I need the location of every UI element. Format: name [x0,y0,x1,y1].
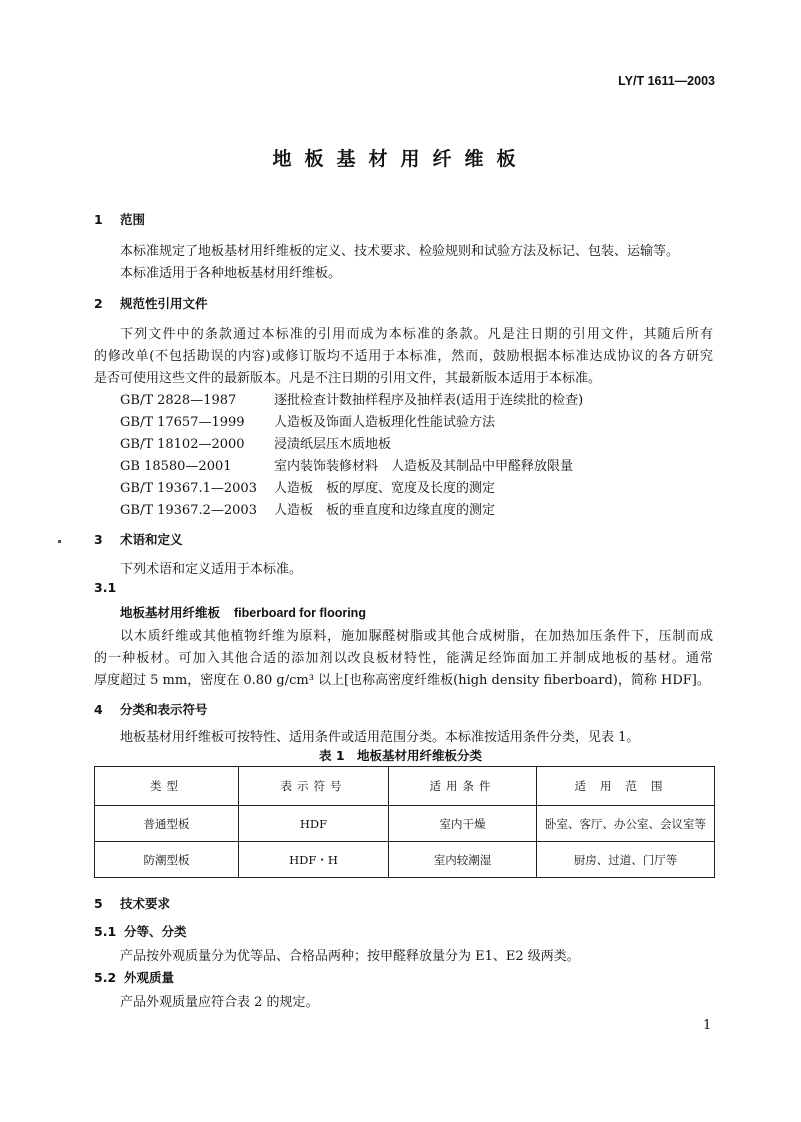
table-cell: 防潮型板 [95,842,239,878]
subsection-5-2-heading [94,968,174,986]
scan-mark [58,540,61,543]
section-title: 术语和定义 [120,532,183,547]
reference-number: GB/T 2828—1987 [120,393,237,408]
paragraph-line: 的一种板材。可加入其他合适的添加剂以改良板材特性，能满足经饰面加工并制成地板的基材。通常 [94,651,713,666]
table-header-cell: 表示符号 [239,767,389,806]
standard-code: LY/T 1611—2003 [618,74,715,88]
paragraph: 下列术语和定义适用于本标准。 [120,562,303,577]
paragraph: 产品外观质量应符合表 2 的规定。 [120,995,319,1010]
reference-title: 人造板及饰面人造板理化性能试验方法 [274,415,496,430]
reference-item [120,499,495,518]
section-number: 3 [94,532,103,547]
paragraph: 本标准适用于各种地板基材用纤维板。 [120,266,342,281]
paragraph-line: 以木质纤维或其他植物纤维为原料，施加脲醛树脂或其他合成树脂，在加热加压条件下，压制而成 [120,629,713,644]
table-caption: 表 1 地板基材用纤维板分类 [318,748,483,763]
reference-number: GB/T 17657—1999 [120,415,245,430]
reference-title: 人造板 板的厚度、宽度及长度的测定 [274,481,496,496]
reference-item [120,455,573,474]
subsection-title: 外观质量 [124,970,175,985]
section-title: 规范性引用文件 [120,296,208,311]
subsection-number: 3.1 [94,580,117,595]
reference-item [120,389,583,408]
reference-number: GB/T 19367.1—2003 [120,481,257,496]
table-cell: 卧室、客厅、办公室、会议室等 [537,806,715,842]
table-row [95,842,715,878]
paragraph-line: 是否可使用这些文件的最新版本。凡是不注日期的引用文件，其最新版本适用于本标准。 [94,371,602,386]
subsection-number: 5.1 [94,924,117,939]
reference-number: GB 18580—2001 [120,459,232,474]
table-cell: 普通型板 [95,806,239,842]
table-header-row [95,767,715,806]
table-header-cell: 适用范围 [537,767,715,806]
table-cell: HDF・H [239,842,389,878]
section-number: 5 [94,896,103,911]
reference-title: 逐批检查计数抽样程序及抽样表(适用于连续批的检查) [274,393,584,408]
table-cell: 室内干燥 [389,806,537,842]
subsection-5-1-heading [94,922,187,940]
paragraph: 产品按外观质量分为优等品、合格品两种；按甲醛释放量分为 E1、E2 级两类。 [120,949,580,964]
section-1-heading [94,210,145,228]
paragraph-line: 下列文件中的条款通过本标准的引用而成为本标准的条款。凡是注日期的引用文件，其随后所有 [120,327,713,342]
paragraph: 地板基材用纤维板可按特性、适用条件或适用范围分类。本标准按适用条件分类，见表 1。 [120,730,640,745]
table-cell: HDF [239,806,389,842]
section-number: 1 [94,212,103,227]
reference-item [120,477,495,496]
table-cell: 室内较潮湿 [389,842,537,878]
table-row [95,806,715,842]
term-entry [120,603,366,621]
section-4-heading [94,700,208,718]
reference-item [120,411,495,430]
reference-title: 人造板 板的垂直度和边缘直度的测定 [274,503,496,518]
paragraph: 本标准规定了地板基材用纤维板的定义、技术要求、检验规则和试验方法及标记、包装、运输等。 [120,244,680,259]
table-header-cell: 类型 [95,767,239,806]
term-chinese: 地板基材用纤维板 [120,605,221,620]
term-english: fiberboard for flooring [234,606,366,620]
subsection-title: 分等、分类 [124,924,187,939]
reference-number: GB/T 19367.2—2003 [120,503,257,518]
subsection-number: 5.2 [94,970,117,985]
paragraph-line: 厚度超过 5 mm，密度在 0.80 g/cm³ 以上[也称高密度纤维板(high density fiberboard)，简称 HDF]。 [94,673,710,688]
section-3-heading [94,530,183,548]
classification-table [94,766,715,878]
document-title: 地板基材用纤维板 [272,148,529,170]
reference-title: 浸渍纸层压木质地板 [274,437,392,452]
page-number: 1 [703,1018,712,1033]
section-number: 4 [94,702,103,717]
section-title: 技术要求 [120,896,171,911]
paragraph-line: 的修改单(不包括勘误的内容)或修订版均不适用于本标准，然而，鼓励根据本标准达成协议的各方研究 [94,349,713,364]
section-title: 范围 [120,212,146,227]
reference-title: 室内装饰装修材料 人造板及其制品中甲醛释放限量 [274,459,574,474]
table-cell: 厨房、过道、门厅等 [537,842,715,878]
section-title: 分类和表示符号 [120,702,208,717]
section-5-heading [94,894,170,912]
reference-item [120,433,391,452]
section-number: 2 [94,296,103,311]
reference-number: GB/T 18102—2000 [120,437,245,452]
section-2-heading [94,294,208,312]
table-header-cell: 适用条件 [389,767,537,806]
